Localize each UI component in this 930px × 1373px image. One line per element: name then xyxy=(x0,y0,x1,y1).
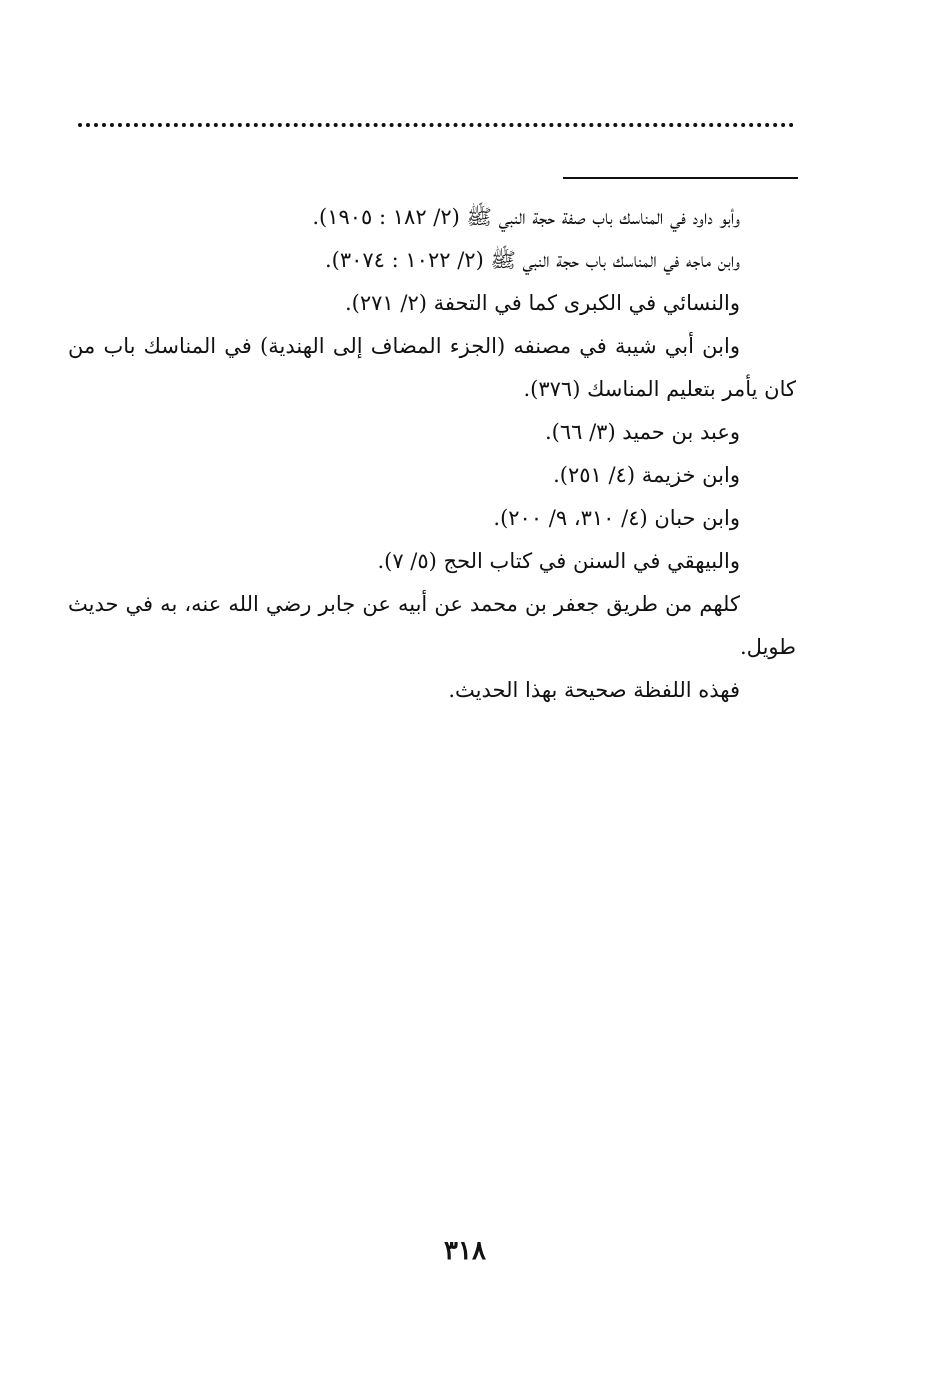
footnote-line: وابن حبان (٤/ ٣١٠، ٩/ ٢٠٠). xyxy=(493,506,740,530)
footnote-line: وابن ماجه في المناسك باب حجة النبي ﷺ (٢/ ١٠٢٢ : ٣٠٧٤). xyxy=(324,248,740,272)
footnote-line: والنسائي في الكبرى كما في التحفة (٢/ ٢٧١). xyxy=(344,291,740,315)
dotted-separator xyxy=(78,123,794,127)
footnote-line: والبيهقي في السنن في كتاب الحج (٥/ ٧). xyxy=(377,549,740,573)
page-number: ٣١٨ xyxy=(444,1236,486,1266)
footnotes-block xyxy=(68,196,796,712)
footnote-line: فهذه اللفظة صحيحة بهذا الحديث. xyxy=(448,678,740,702)
footnote-line: كلهم من طريق جعفر بن محمد عن أبيه عن جابر رضي الله عنه، به في حديث طويل. xyxy=(68,592,796,659)
footnote-line: وابن خزيمة (٤/ ٢٥١). xyxy=(553,463,740,487)
footnote-line: وأبو داود في المناسك باب صفة حجة النبي ﷺ (٢/ ١٨٢ : ١٩٠٥). xyxy=(312,205,740,229)
footnote-separator-line xyxy=(563,177,798,179)
footnote-line: وابن أبي شيبة في مصنفه (الجزء المضاف إلى الهندية) في المناسك باب من كان يأمر بتعليم المناسك (٣٧٦). xyxy=(68,334,796,401)
footnote-line: وعبد بن حميد (٣/ ٦٦). xyxy=(544,420,740,444)
